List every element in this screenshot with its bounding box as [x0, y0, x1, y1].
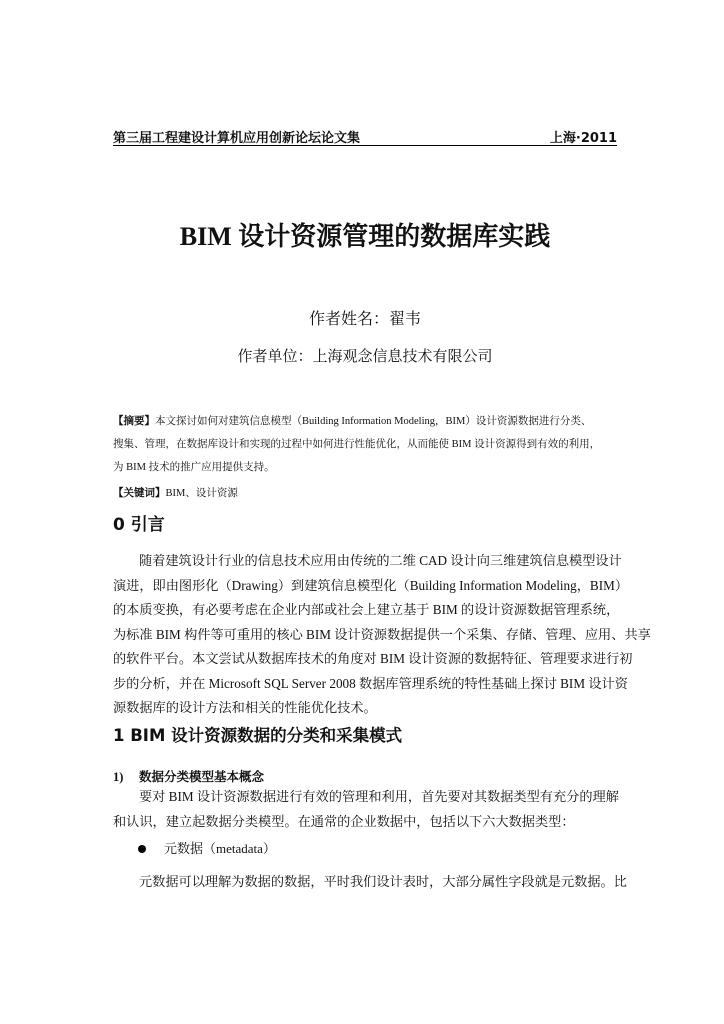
header-rule — [113, 145, 617, 146]
paragraph-line: 随着建筑设计行业的信息技术应用由传统的二维 CAD 设计向三维建筑信息模型设计 — [139, 553, 622, 568]
paragraph-line: 为标准 BIM 构件等可重用的核心 BIM 设计资源数据提供一个采集、存储、管理、应用、共享 — [113, 626, 651, 642]
paragraph-line: 元数据可以理解为数据的数据，平时我们设计表时，大部分属性字段就是元数据。比 — [139, 874, 627, 889]
keywords — [113, 482, 617, 505]
subsection-heading — [113, 767, 264, 785]
bullet-text: 元数据（metadata） — [164, 841, 276, 856]
header-location-year: 上海·2011 — [549, 131, 617, 146]
metadata-paragraph — [113, 870, 627, 895]
abstract-tag: 【摘要】 — [113, 415, 155, 427]
section-heading-classification: 1 BIM 设计资源数据的分类和采集模式 — [113, 726, 403, 745]
paragraph-line: 的软件平台。本文尝试从数据库技术的角度对 BIM 设计资源的数据特征、管理要求进行初 — [113, 651, 633, 666]
paragraph-line: 演进，即由图形化（Drawing）到建筑信息模型化（Building Information Modeling，BIM） — [113, 577, 629, 593]
bullet-icon — [138, 845, 146, 853]
author-affiliation: 作者单位：上海观念信息技术有限公司 — [237, 347, 493, 365]
abstract-text: 本文探讨如何对建筑信息模型（Building Information Modeling，BIM）设计资源数据进行分类、 — [155, 416, 592, 427]
running-header — [113, 127, 617, 145]
bullet-item-metadata — [138, 838, 276, 857]
paragraph-line: 步的分析，并在 Microsoft SQL Server 2008 数据库管理系统的特性基础上探讨 BIM 设计资 — [113, 675, 628, 691]
paragraph-line: 和认识，建立起数据分类模型。在通常的企业数据中，包括以下六大数据类型： — [113, 813, 575, 829]
abstract-line: 搜集、管理，在数据库设计和实现的过程中如何进行性能优化，从而能使 BIM 设计资源得到有效的利用， — [113, 439, 601, 450]
paragraph-line: 的本质变换，有必要考虑在企业内部或社会上建立基于 BIM 的设计资源数据管理系统， — [113, 602, 620, 617]
abstract-line — [113, 410, 633, 433]
classification-paragraph — [113, 785, 617, 834]
abstract — [113, 410, 633, 479]
paragraph-line: 源数据库的设计方法和相关的性能优化技术。 — [113, 700, 377, 715]
paper-title: BIM 设计资源管理的数据库实践 — [179, 222, 551, 251]
keywords-tag: 【关键词】 — [113, 487, 166, 499]
introduction-paragraph — [113, 549, 651, 721]
paragraph-line: 要对 BIM 设计资源数据进行有效的管理和利用，首先要对其数据类型有充分的理解 — [139, 789, 619, 804]
subsection-number: 1) — [113, 770, 124, 784]
header-journal-title: 第三届工程建设计算机应用创新论坛论文集 — [113, 131, 361, 146]
section-heading-introduction: 0 引言 — [113, 515, 165, 535]
author-name: 作者姓名：翟韦 — [308, 309, 421, 328]
subsection-title: 数据分类模型基本概念 — [139, 769, 265, 784]
keywords-text: BIM、设计资源 — [165, 488, 238, 499]
abstract-line: 为 BIM 技术的推广应用提供支持。 — [113, 462, 275, 473]
